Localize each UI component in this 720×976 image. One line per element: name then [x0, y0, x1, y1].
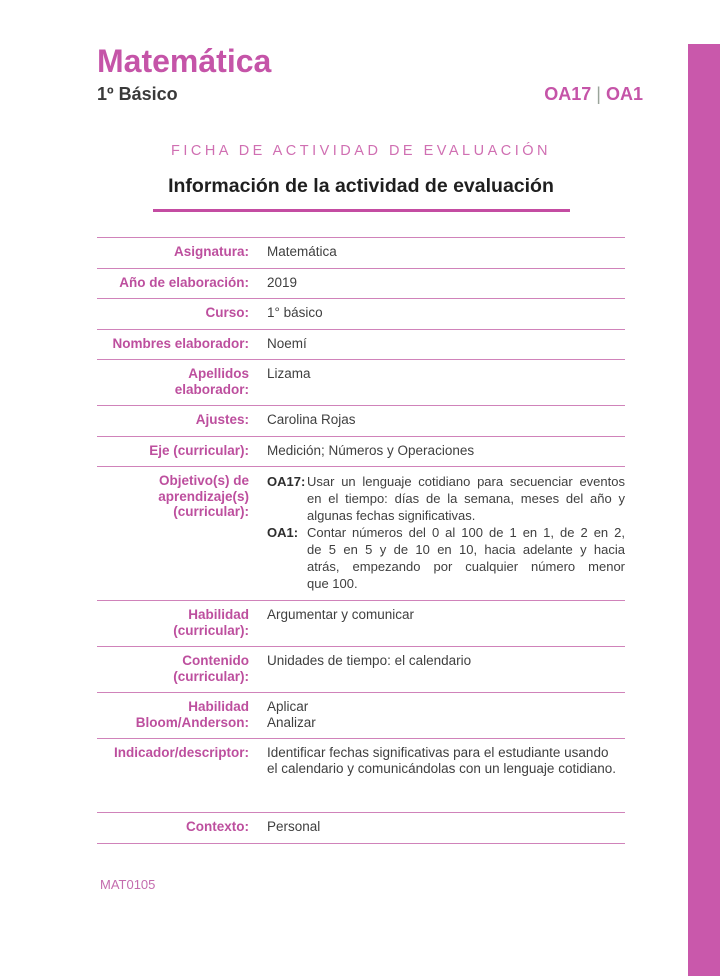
- table-row: [97, 405, 625, 436]
- row-label-line: Curso:: [205, 305, 249, 320]
- row-value-line: Noemí: [267, 335, 307, 351]
- row-label: [97, 336, 249, 352]
- row-label: [97, 275, 249, 291]
- row-value-line: Lizama: [267, 366, 311, 381]
- row-label-line: (curricular):: [173, 504, 249, 519]
- page-accent-bar: [688, 44, 720, 976]
- row-value: [267, 745, 625, 776]
- row-label-line: Año de elaboración:: [119, 274, 249, 290]
- row-value: [267, 366, 625, 397]
- title-underline: [153, 209, 570, 212]
- row-value-line: Aplicar: [267, 699, 309, 714]
- row-label: [97, 443, 249, 459]
- learning-objective: [267, 524, 625, 592]
- row-value: [267, 607, 625, 638]
- row-label-line: Ajustes:: [195, 412, 249, 427]
- row-label: [97, 473, 249, 592]
- objective-code: OA17:: [267, 474, 306, 489]
- objective-text-line: algunas fechas significativas.: [307, 508, 476, 523]
- row-label: [97, 366, 249, 397]
- row-value-line: Unidades de tiempo: el calendario: [267, 653, 472, 668]
- row-value: [267, 412, 625, 428]
- objective-text-line: Usar un lenguaje cotidiano para secuenciar eventos: [307, 474, 625, 489]
- row-label: [97, 653, 249, 684]
- objective-code: OA1:: [267, 525, 299, 540]
- sheet-heading: FICHA DE ACTIVIDAD DE EVALUACIÓN: [170, 143, 552, 159]
- row-value: [267, 305, 625, 321]
- row-value: [267, 473, 625, 592]
- row-label: [97, 412, 249, 428]
- row-value: [267, 275, 625, 291]
- row-value-line: Carolina Rojas: [267, 412, 356, 427]
- table-row: [97, 298, 625, 329]
- row-label: [97, 699, 249, 730]
- row-value-line: 1° básico: [267, 305, 323, 320]
- subject-title: Matemática: [97, 43, 272, 79]
- row-label-line: Indicador/descriptor:: [113, 745, 249, 760]
- table-row: [97, 812, 625, 843]
- row-value: [267, 653, 625, 684]
- objective-text-line: que 100.: [307, 576, 358, 591]
- row-value: [267, 699, 625, 730]
- grade-label: 1º Básico: [97, 84, 178, 104]
- row-label-line: Apellidos: [188, 366, 249, 381]
- footer-document-code: MAT0105: [100, 876, 156, 892]
- oa-code: OA17: [544, 84, 592, 104]
- row-label-line: Objetivo(s) de: [158, 473, 249, 488]
- objective-text-line: atrás, empezando por cualquier número menor: [307, 559, 625, 574]
- row-label-line: Eje (curricular):: [149, 442, 249, 458]
- row-value-line: Matemática: [267, 244, 337, 259]
- page-title: Información de la actividad de evaluación: [168, 175, 554, 197]
- row-label: [97, 607, 249, 638]
- objective-text-line: Contar números del 0 al 100 de 1 en 1, de 2 en 2,: [307, 525, 625, 540]
- row-value: [267, 819, 625, 835]
- row-label-line: Bloom/Anderson:: [135, 714, 249, 730]
- row-label-line: (curricular):: [173, 668, 249, 684]
- objective-text-line: en el tiempo: días de la semana, meses del año y: [307, 491, 625, 506]
- table-row: [97, 237, 625, 268]
- table-row: [97, 268, 625, 299]
- oa-code: OA1: [605, 84, 643, 104]
- row-label: [97, 745, 249, 776]
- row-label-line: Contexto:: [186, 819, 249, 834]
- row-value-line: Identificar fechas significativas para el estudiante usando: [267, 745, 609, 760]
- table-row: [97, 692, 625, 738]
- oa-separator: |: [596, 84, 601, 104]
- row-value: [267, 336, 625, 352]
- table-row: [97, 600, 625, 646]
- row-label-line: aprendizaje(s): [158, 488, 249, 504]
- table-row: [97, 738, 625, 812]
- row-value: [267, 244, 625, 260]
- row-value-line: Personal: [267, 819, 321, 834]
- objective-text-line: de 5 en 5 y de 10 en 10, hacia adelante y hacia: [307, 542, 625, 557]
- row-label: [97, 244, 249, 260]
- objective-text: [307, 473, 625, 524]
- row-value-line: Argumentar y comunicar: [267, 607, 415, 622]
- row-value-line: Analizar: [267, 714, 316, 730]
- table-row: [97, 466, 625, 600]
- row-label: [97, 819, 249, 835]
- row-label: [97, 305, 249, 321]
- learning-objective: [267, 473, 625, 524]
- table-row: [97, 329, 625, 360]
- table-row: [97, 436, 625, 467]
- grade-row: [97, 84, 643, 105]
- row-value: [267, 443, 625, 459]
- row-label-line: Contenido: [182, 653, 249, 668]
- objective-text: [307, 524, 625, 592]
- info-table: [97, 237, 625, 844]
- row-label-line: Habilidad: [188, 607, 249, 622]
- oa-codes: [544, 84, 643, 105]
- row-value-line: Medición; Números y Operaciones: [267, 442, 475, 458]
- row-value-line: 2019: [267, 274, 298, 290]
- row-value-line: el calendario y comunicándolas con un lenguaje cotidiano.: [267, 760, 616, 776]
- row-label-line: (curricular):: [173, 622, 249, 638]
- table-row: [97, 646, 625, 692]
- row-label-line: Nombres elaborador:: [112, 335, 249, 351]
- row-label-line: Habilidad: [188, 699, 249, 714]
- row-label-line: Asignatura:: [173, 244, 249, 259]
- table-row: [97, 359, 625, 405]
- document-page: [0, 44, 720, 892]
- row-label-line: elaborador:: [174, 381, 249, 397]
